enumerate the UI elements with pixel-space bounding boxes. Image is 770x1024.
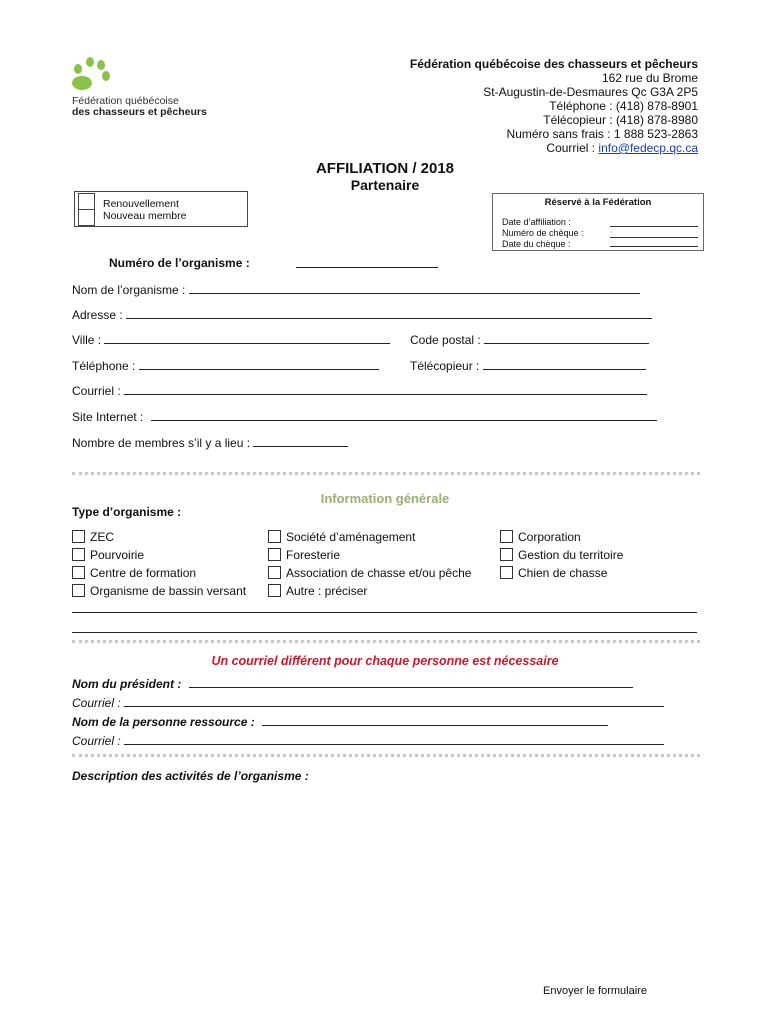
checkbox[interactable] [500, 566, 513, 579]
renewal-label: Renouvellement [103, 198, 179, 210]
section-divider [72, 640, 700, 643]
option-label: Centre de formation [90, 566, 197, 580]
city-label: Ville : [72, 333, 102, 347]
other-specify-line[interactable] [72, 632, 697, 633]
header-contact-block [410, 57, 698, 155]
reserved-row: Numéro de chèque : [502, 228, 584, 238]
fax-row [410, 359, 646, 373]
address-row [72, 308, 652, 322]
org-type-option[interactable] [500, 530, 581, 544]
president-email-label: Courriel : [72, 696, 121, 710]
paw-print-icon [68, 56, 128, 96]
header-email-row [410, 141, 698, 155]
org-type-option[interactable] [72, 584, 246, 598]
section-divider [72, 472, 700, 475]
postal-label: Code postal : [410, 333, 481, 347]
option-label: Association de chasse et/ou pêche [286, 566, 472, 580]
section-divider [72, 754, 700, 757]
org-type-title: Type d’organisme : [72, 505, 182, 519]
header-phone: Téléphone : (418) 878-8901 [549, 99, 698, 113]
phone-label: Téléphone : [72, 359, 136, 373]
checkbox[interactable] [72, 530, 85, 543]
phone-field[interactable] [139, 360, 379, 370]
members-row [72, 436, 348, 450]
website-field[interactable] [151, 411, 657, 421]
president-row [72, 677, 633, 691]
email-label: Courriel : [72, 384, 121, 398]
resource-email-field[interactable] [124, 735, 664, 745]
header-email-label: Courriel : [546, 141, 599, 155]
form-title [0, 161, 770, 193]
general-info-title: Information générale [320, 491, 450, 506]
reserved-federation-box [492, 193, 704, 251]
option-label: Société d’aménagement [286, 530, 416, 544]
org-type-option[interactable] [72, 566, 196, 580]
fax-field[interactable] [483, 360, 646, 370]
checkbox[interactable] [72, 584, 85, 597]
checkbox[interactable] [500, 530, 513, 543]
president-label: Nom du président : [72, 677, 182, 691]
membership-type-box [74, 191, 248, 227]
org-type-option[interactable] [268, 548, 340, 562]
email-field[interactable] [124, 385, 647, 395]
reserved-line [610, 237, 698, 247]
resource-field[interactable] [262, 716, 608, 726]
header-address-1: 162 rue du Brome [601, 71, 698, 85]
org-type-option[interactable] [500, 548, 623, 562]
header-email-link[interactable]: info@fedecp.qc.ca [598, 141, 698, 155]
reserved-title: Réservé à la Fédération [544, 197, 652, 208]
postal-field[interactable] [484, 334, 649, 344]
org-name-label: Nom de l’organisme : [72, 283, 186, 297]
option-label: Organisme de bassin versant [90, 584, 247, 598]
other-specify-line[interactable] [72, 612, 697, 613]
option-label: Gestion du territoire [518, 548, 624, 562]
option-label: Autre : préciser [286, 584, 368, 598]
header-address-2: St-Augustin-de-Desmaures Qc G3A 2P5 [483, 85, 698, 99]
phone-row [72, 359, 379, 373]
checkbox[interactable] [500, 548, 513, 561]
org-number-field[interactable] [296, 257, 438, 268]
option-label: Foresterie [286, 548, 341, 562]
org-type-option[interactable] [72, 530, 114, 544]
president-field[interactable] [189, 678, 633, 688]
logo-text [72, 96, 207, 118]
org-type-option[interactable] [268, 530, 415, 544]
checkbox[interactable] [268, 584, 281, 597]
email-note: Un courriel différent pour chaque personne est nécessaire [211, 654, 559, 668]
members-label: Nombre de membres s’il y a lieu : [72, 436, 251, 450]
city-field[interactable] [104, 334, 390, 344]
renewal-checkbox[interactable] [78, 193, 95, 210]
org-name-field[interactable] [189, 284, 640, 294]
header-fax: Télécopieur : (418) 878-8980 [543, 113, 698, 127]
activities-description-label: Description des activités de l’organisme : [72, 769, 309, 783]
email-row [72, 384, 647, 398]
website-label: Site Internet : [72, 410, 144, 424]
option-label: Pourvoirie [90, 548, 145, 562]
new-member-checkbox[interactable] [78, 209, 95, 226]
org-type-option[interactable] [268, 584, 367, 598]
form-title-sub: Partenaire [350, 177, 420, 193]
org-name-row [72, 283, 640, 297]
option-label: Corporation [518, 530, 581, 544]
form-title-main: AFFILIATION / 2018 [315, 160, 455, 177]
president-email-row [72, 696, 664, 710]
option-label: ZEC [90, 530, 114, 544]
org-type-option[interactable] [268, 566, 471, 580]
address-field[interactable] [126, 309, 652, 319]
checkbox[interactable] [72, 548, 85, 561]
checkbox[interactable] [268, 530, 281, 543]
resource-email-row [72, 734, 664, 748]
checkbox[interactable] [72, 566, 85, 579]
members-field[interactable] [253, 437, 348, 447]
header-org-name: Fédération québécoise des chasseurs et pêcheurs [409, 57, 698, 71]
website-row [72, 410, 657, 424]
checkbox[interactable] [268, 548, 281, 561]
checkbox[interactable] [268, 566, 281, 579]
postal-row [410, 333, 649, 347]
reserved-row: Date d’affiliation : [502, 217, 571, 227]
org-number-label: Numéro de l’organisme : [109, 256, 250, 270]
resource-label: Nom de la personne ressource : [72, 715, 255, 729]
send-form-button[interactable]: Envoyer le formulaire [543, 985, 647, 997]
address-label: Adresse : [72, 308, 123, 322]
option-label: Chien de chasse [518, 566, 608, 580]
org-type-option[interactable] [72, 548, 144, 562]
logo-line-2: des chasseurs et pêcheurs [72, 106, 207, 118]
logo-line-1: Fédération québécoise [72, 95, 179, 107]
activities-description-area[interactable] [72, 790, 700, 970]
new-member-label: Nouveau membre [103, 210, 187, 222]
fax-label: Télécopieur : [410, 359, 480, 373]
resource-email-label: Courriel : [72, 734, 121, 748]
reserved-row: Date du chèque : [502, 239, 571, 249]
header-tollfree: Numéro sans frais : 1 888 523-2863 [506, 127, 698, 141]
reserved-line [610, 217, 698, 227]
org-type-option[interactable] [500, 566, 607, 580]
resource-row [72, 715, 608, 729]
president-email-field[interactable] [124, 697, 664, 707]
city-row [72, 333, 390, 347]
